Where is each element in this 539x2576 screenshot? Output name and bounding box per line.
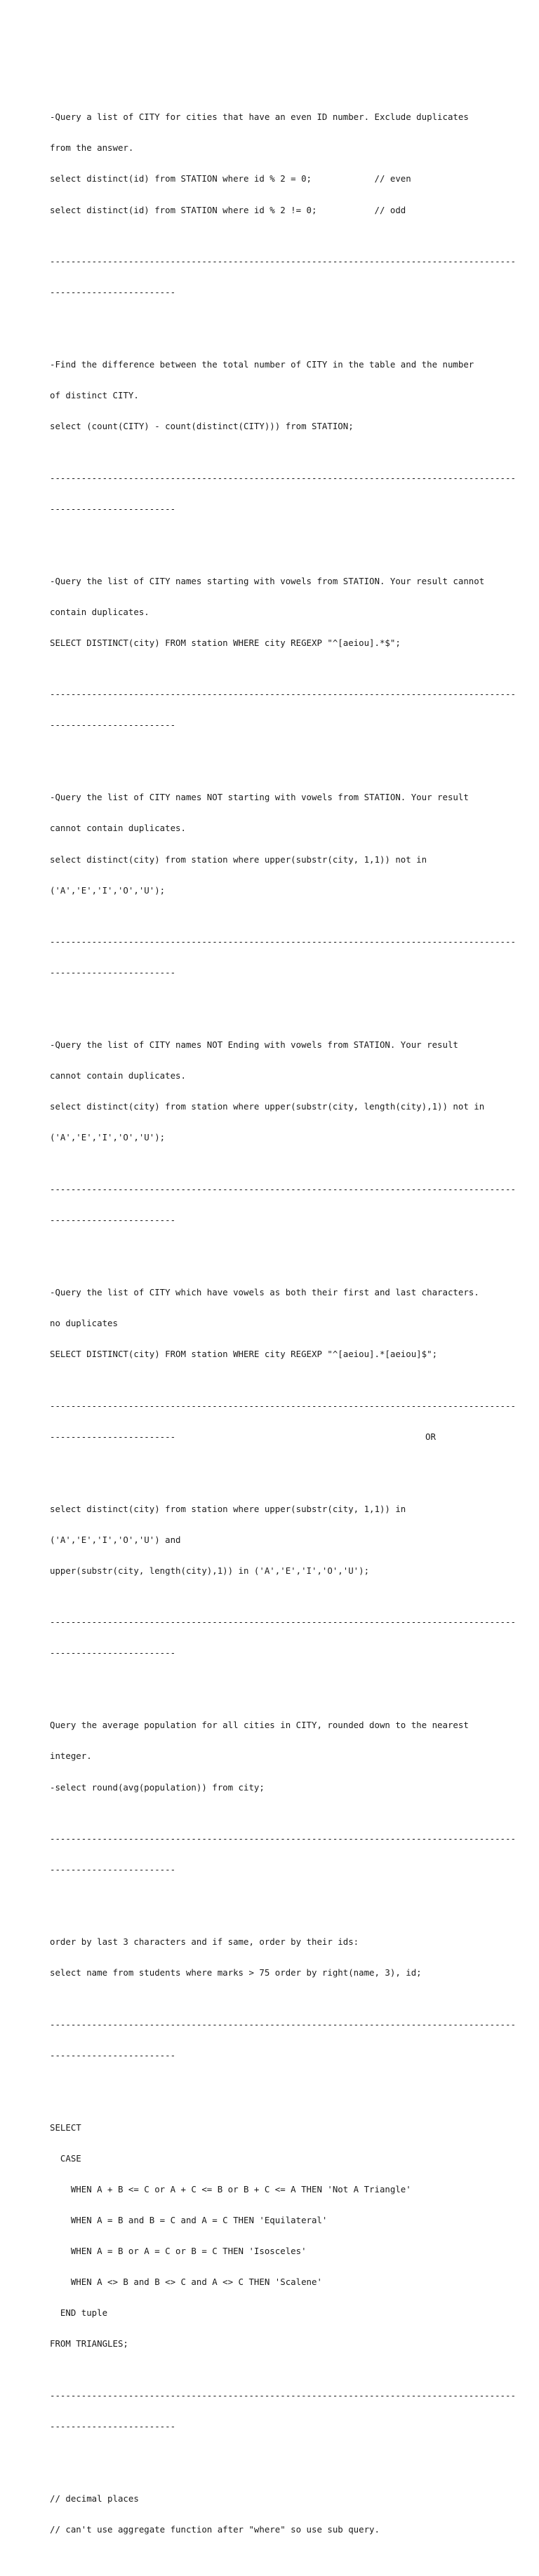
code-line: ('A','E','I','O','U'); (50, 1132, 166, 1143)
separator-line: ------------------------ (50, 2049, 176, 2061)
section-city-difference (50, 339, 492, 453)
text-line: cannot contain duplicates. (50, 823, 186, 834)
code-line: select distinct(city) from station where upper(substr(city, 1,1)) not in (50, 854, 427, 865)
text-line: -Query a list of CITY for cities that have an even ID number. Exclude duplicates (50, 112, 469, 123)
separator-line: ----------------------------------------------------------------------------------------- (50, 1617, 516, 1628)
code-line: select (count(CITY) - count(distinct(CITY))) from STATION; (50, 421, 354, 432)
code-line: select distinct(id) from STATION where id % 2 = 0; // even (50, 173, 411, 184)
text-line: integer. (50, 1751, 92, 1762)
separator-line: ----------------------------------------------------------------------------------------- (50, 689, 516, 700)
code-line: CASE (50, 2152, 81, 2164)
separator-line: ------------------------ (50, 287, 176, 298)
or-label: OR (425, 1431, 436, 1442)
text-line: cannot contain duplicates. (50, 1070, 186, 1081)
section-vowels-alternative (50, 1483, 492, 1597)
separator-line: ----------------------------------------------------------------------------------------- (50, 936, 516, 948)
section-even-id (50, 92, 492, 236)
document-page (50, 50, 516, 2576)
section-triangles-case (50, 2102, 492, 2370)
text-line: -Find the difference between the total number of CITY in the table and the number (50, 359, 474, 370)
section-not-ending-vowels (50, 1020, 492, 1164)
section-vowels-first-last (50, 1267, 492, 1381)
code-line: WHEN A <> B and B <> C and A <> C THEN 'Scalene' (50, 2277, 322, 2288)
code-line: WHEN A + B <= C or A + C <= B or B + C <= A THEN 'Not A Triangle' (50, 2183, 411, 2194)
text-line: of distinct CITY. (50, 390, 139, 401)
code-line: select name from students where marks > 75 order by right(name, 3), id; (50, 1967, 422, 1978)
code-line: SELECT DISTINCT(city) FROM station WHERE city REGEXP "^[aeiou].*$"; (50, 637, 401, 648)
text-line: -Query the list of CITY names NOT starting with vowels from STATION. Your result (50, 792, 469, 803)
separator-line: ------------------------ (50, 2420, 176, 2432)
separator-line: ------------------------ (50, 720, 176, 731)
separator-line: ------------------------ (50, 967, 176, 978)
code-line: SELECT (50, 2122, 81, 2133)
separator-line: ------------------------ (50, 1215, 176, 1226)
code-line: -select round(avg(population)) from city; (50, 1781, 265, 1793)
comment-line: // decimal places (50, 2493, 139, 2504)
code-line: ('A','E','I','O','U') and (50, 1534, 181, 1545)
separator-line: ----------------------------------------------------------------------------------------- (50, 472, 516, 483)
separator-line: ------------------------ (50, 1864, 176, 1875)
section-decimal-places-notes (50, 2473, 492, 2556)
code-line: select distinct(city) from station where upper(substr(city, length(city),1)) not in (50, 1101, 485, 1112)
separator-line: ----------------------------------------------------------------------------------------- (50, 1400, 516, 1411)
separator-line: ------------------------ (50, 503, 176, 514)
section-not-starting-vowels (50, 772, 492, 917)
separator-line: ----------------------------------------------------------------------------------------- (50, 1833, 516, 1844)
separator-line: ----------------------------------------------------------------------------------------- (50, 2389, 516, 2401)
text-line: Query the average population for all cities in CITY, rounded down to the nearest (50, 1720, 469, 1731)
comment-line: // can't use aggregate function after "where" so use sub query. (50, 2523, 380, 2535)
code-line: select distinct(id) from STATION where id % 2 != 0; // odd (50, 204, 406, 215)
code-line: select distinct(city) from station where upper(substr(city, 1,1)) in (50, 1503, 406, 1514)
separator-line: ----------------------------------------------------------------------------------------- (50, 1183, 516, 1194)
text-line: -Query the list of CITY names NOT Ending with vowels from STATION. Your result (50, 1039, 458, 1051)
text-line: no duplicates (50, 1318, 118, 1329)
text-line: contain duplicates. (50, 606, 149, 617)
code-line: WHEN A = B and B = C and A = C THEN 'Equilateral' (50, 2214, 328, 2225)
code-line: FROM TRIANGLES; (50, 2338, 128, 2349)
section-average-population (50, 1700, 492, 1814)
text-line: -Query the list of CITY names starting with vowels from STATION. Your result cannot (50, 575, 485, 586)
section-starting-vowels (50, 555, 492, 669)
text-line: order by last 3 characters and if same, order by their ids: (50, 1936, 359, 1947)
section-order-by-last-chars (50, 1917, 492, 2000)
separator-line: ----------------------------------------------------------------------------------------- (50, 256, 516, 267)
code-line: END tuple (50, 2307, 108, 2319)
separator-line (50, 1432, 492, 1443)
code-line: ('A','E','I','O','U'); (50, 884, 166, 896)
code-line: upper(substr(city, length(city),1)) in ('A','E','I','O','U'); (50, 1565, 370, 1576)
separator-line: ----------------------------------------------------------------------------------------- (50, 2018, 516, 2030)
separator-dashes: ------------------------ (50, 1431, 176, 1442)
code-line: WHEN A = B or A = C or B = C THEN 'Isosceles' (50, 2245, 307, 2256)
text-line: -Query the list of CITY which have vowels as both their first and last characters. (50, 1286, 479, 1297)
code-line: SELECT DISTINCT(city) FROM station WHERE city REGEXP "^[aeiou].*[aeiou]$"; (50, 1349, 438, 1360)
text-line: from the answer. (50, 142, 134, 154)
separator-line: ------------------------ (50, 1647, 176, 1659)
